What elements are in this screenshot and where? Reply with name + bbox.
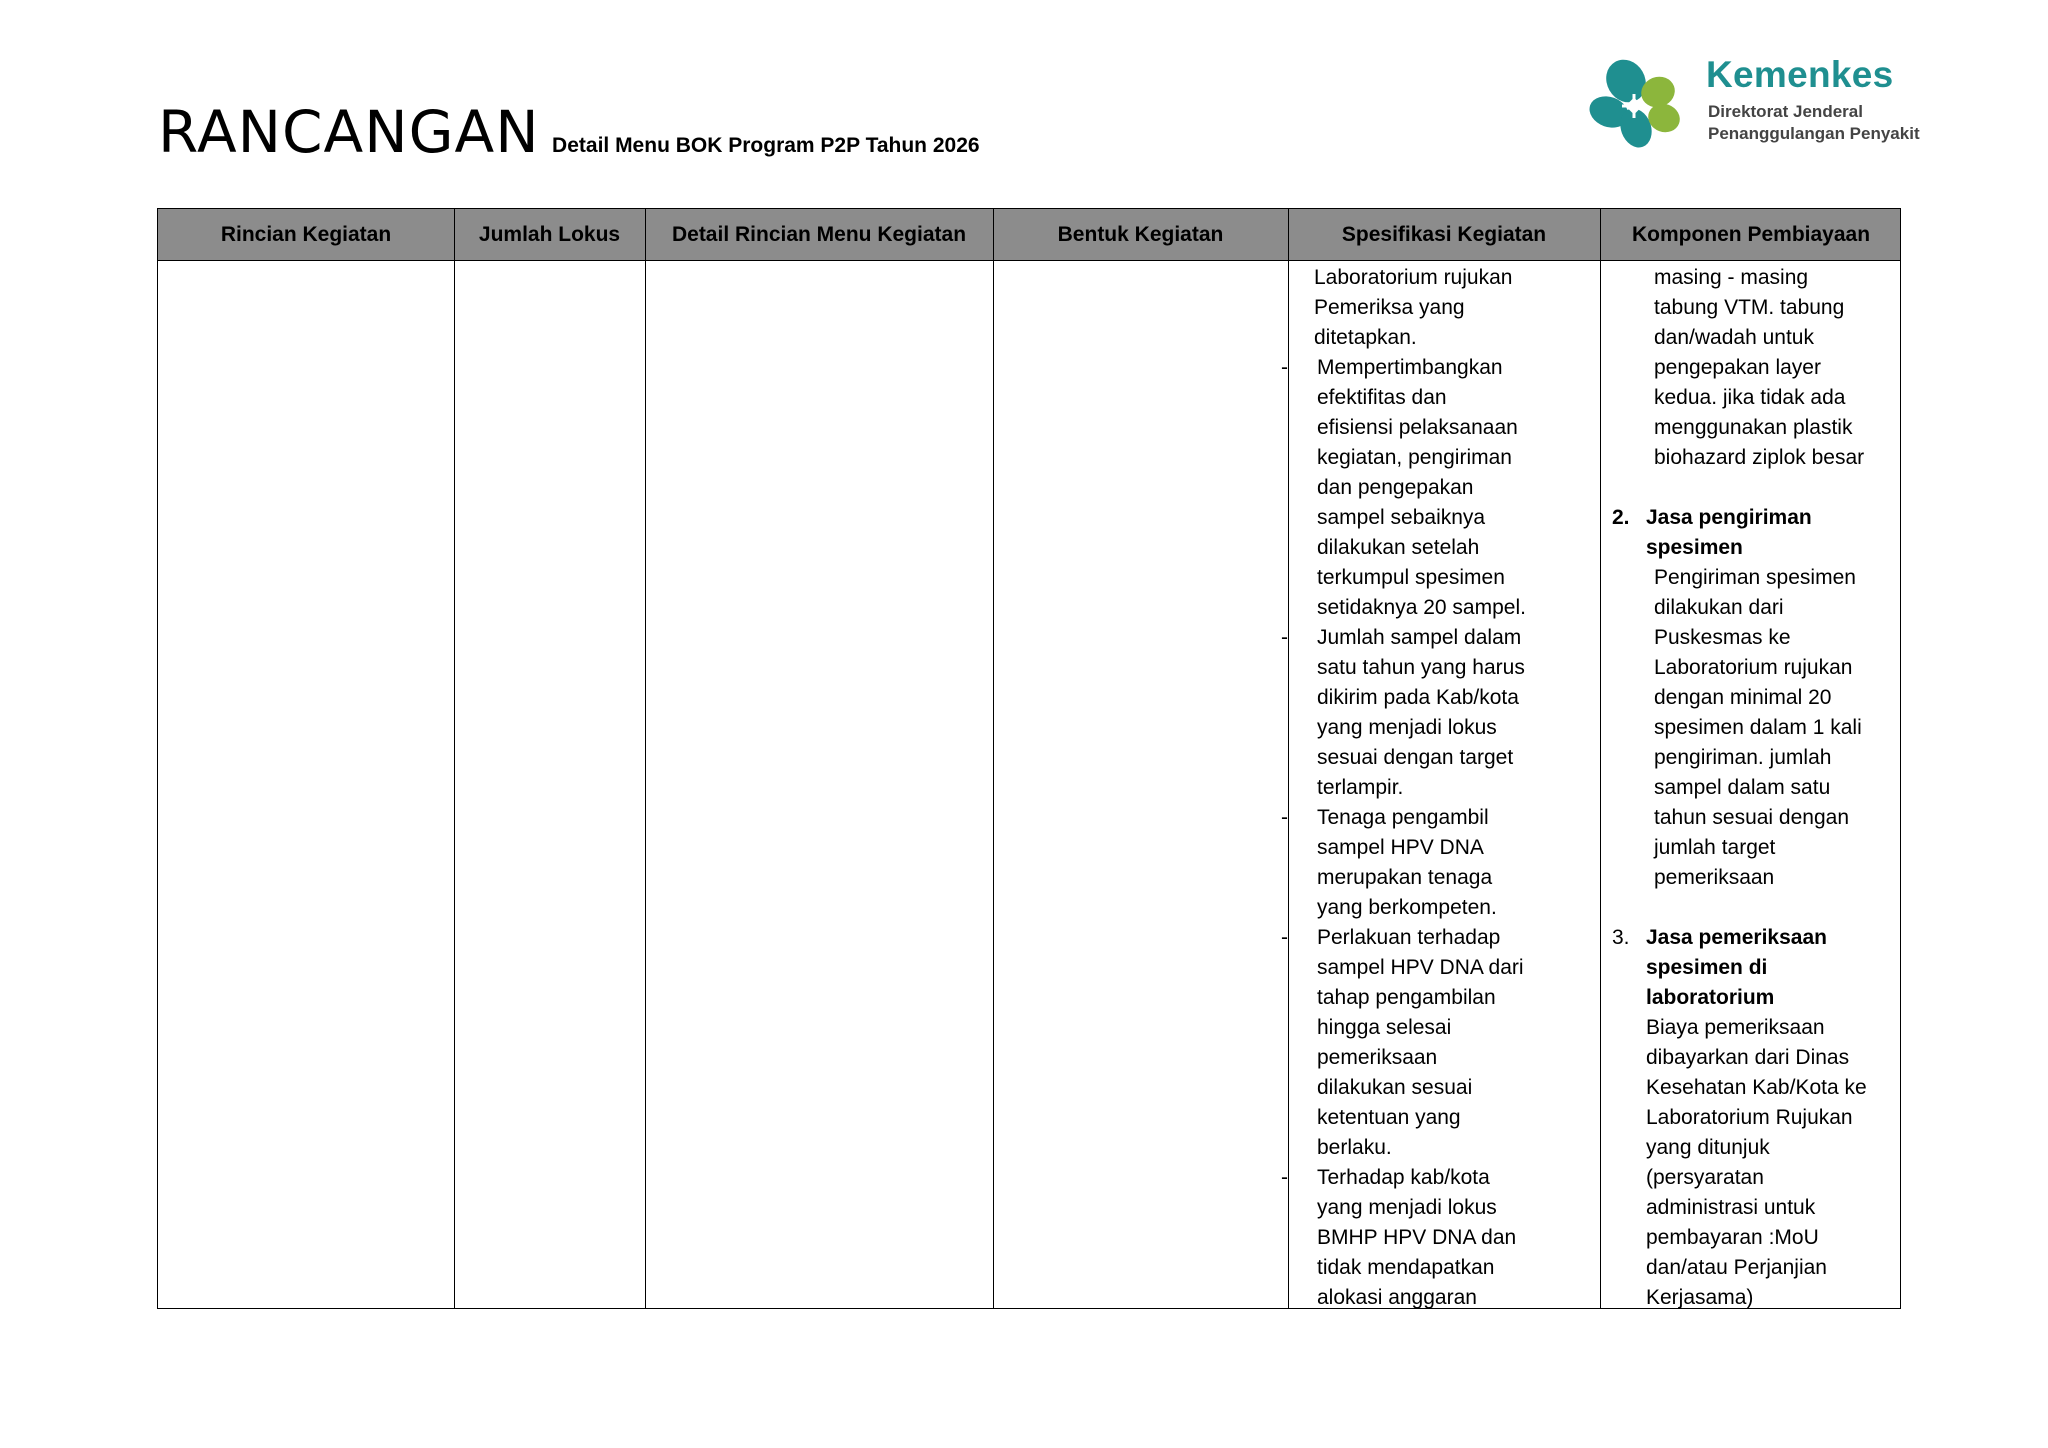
item-title-line: Jasa pemeriksaan (1646, 926, 1827, 949)
text-line: pemeriksaan (1654, 866, 1775, 889)
text-line: dikirim pada Kab/kota (1317, 686, 1519, 709)
bullet-dash: - (1281, 1166, 1288, 1189)
col-header-detail-rincian: Detail Rincian Menu Kegiatan (671, 223, 967, 246)
komponen-continuation (1592, 263, 1892, 473)
column-divider (993, 209, 994, 1308)
text-line: Laboratorium rujukan (1654, 656, 1853, 679)
col-header-rincian-kegiatan: Rincian Kegiatan (220, 223, 392, 246)
item-title-line: spesimen di (1646, 956, 1768, 979)
spacer (1592, 473, 1892, 503)
text-line: yang menjadi lokus (1317, 716, 1497, 739)
text-line: Kesehatan Kab/Kota ke (1646, 1076, 1867, 1099)
text-line: Kerjasama) (1646, 1286, 1754, 1309)
text-line: yang menjadi lokus (1317, 1196, 1497, 1219)
text-line: BMHP HPV DNA dan (1317, 1226, 1517, 1249)
text-line: sampel dalam satu (1654, 776, 1831, 799)
item-number: 2. (1612, 506, 1630, 529)
komponen-item-2-desc (1592, 563, 1892, 893)
komponen-cell (1592, 263, 1892, 1313)
logo-name: Kemenkes (1706, 54, 1894, 95)
text-line: yang ditunjuk (1646, 1136, 1770, 1159)
text-line: satu tahun yang harus (1317, 656, 1525, 679)
text-line: Terhadap kab/kota (1317, 1166, 1490, 1189)
text-line: tahap pengambilan (1317, 986, 1496, 1009)
text-line: merupakan tenaga (1317, 866, 1493, 889)
spec-bullet (1274, 803, 1584, 923)
text-line: Mempertimbangkan (1317, 356, 1503, 379)
text-line: spesimen dalam 1 kali (1654, 716, 1862, 739)
text-line: Jumlah sampel dalam (1317, 626, 1522, 649)
table-header-row (158, 209, 1900, 261)
spesifikasi-cell (1274, 263, 1584, 1313)
text-line: Tenaga pengambil (1317, 806, 1489, 829)
item-number: 3. (1612, 926, 1630, 949)
bullet-dash: - (1281, 356, 1288, 379)
text-line: kedua. jika tidak ada (1654, 386, 1846, 409)
page-title: RANCANGAN (158, 98, 540, 166)
text-line: dilakukan setelah (1317, 536, 1480, 559)
page-header (158, 92, 980, 172)
spec-continuation (1274, 263, 1584, 353)
bullet-dash: - (1281, 806, 1288, 829)
text-line: Laboratorium Rujukan (1646, 1106, 1853, 1129)
col-header-bentuk-kegiatan: Bentuk Kegiatan (1057, 223, 1224, 246)
text-line: dan/atau Perjanjian (1646, 1256, 1827, 1279)
text-line: ditetapkan. (1314, 326, 1417, 349)
item-title-line: Jasa pengiriman (1646, 506, 1812, 529)
text-line: tahun sesuai dengan (1654, 806, 1849, 829)
text-line: alokasi anggaran (1317, 1286, 1477, 1309)
col-header-komponen: Komponen Pembiayaan (1631, 223, 1871, 246)
spec-bullet (1274, 353, 1584, 623)
text-line: Biaya pemeriksaan (1646, 1016, 1825, 1039)
page-subtitle: Detail Menu BOK Program P2P Tahun 2026 (552, 134, 980, 157)
spec-bullet (1274, 1163, 1584, 1313)
logo-line-1: Direktorat Jenderal (1708, 102, 1863, 121)
text-line: dan/wadah untuk (1654, 326, 1814, 349)
text-line: pengiriman. jumlah (1654, 746, 1832, 769)
text-line: Pengiriman spesimen (1654, 566, 1856, 589)
column-divider (454, 209, 455, 1308)
text-line: Laboratorium rujukan (1314, 266, 1513, 289)
text-line: terlampir. (1317, 776, 1404, 799)
col-header-spesifikasi: Spesifikasi Kegiatan (1341, 223, 1547, 246)
text-line: pengepakan layer (1654, 356, 1821, 379)
spacer (1592, 893, 1892, 923)
text-line: Perlakuan terhadap (1317, 926, 1501, 949)
text-line: tidak mendapatkan (1317, 1256, 1495, 1279)
text-line: pemeriksaan (1317, 1046, 1438, 1069)
text-line: menggunakan plastik (1654, 416, 1853, 439)
spec-bullet (1274, 923, 1584, 1163)
item-title-line: laboratorium (1646, 986, 1775, 1009)
komponen-item-3-desc (1592, 1013, 1892, 1313)
text-line: dengan minimal 20 (1654, 686, 1832, 709)
text-line: Puskesmas ke (1654, 626, 1791, 649)
menu-table (157, 208, 1901, 1309)
column-divider (645, 209, 646, 1308)
spec-bullet (1274, 623, 1584, 803)
text-line: sampel HPV DNA dari (1317, 956, 1524, 979)
text-line: administrasi untuk (1646, 1196, 1816, 1219)
text-line: dilakukan dari (1654, 596, 1784, 619)
item-title-line: spesimen (1646, 536, 1743, 559)
kemenkes-logo-icon (1584, 56, 1684, 150)
col-header-jumlah-lokus: Jumlah Lokus (478, 223, 621, 246)
text-line: jumlah target (1654, 836, 1776, 859)
text-line: yang berkompeten. (1317, 896, 1497, 919)
logo-line-2: Penanggulangan Penyakit (1708, 124, 1920, 143)
text-line: pembayaran :MoU (1646, 1226, 1819, 1249)
text-line: Pemeriksa yang (1314, 296, 1465, 319)
text-line: dibayarkan dari Dinas (1646, 1046, 1850, 1069)
text-line: setidaknya 20 sampel. (1317, 596, 1526, 619)
bullet-dash: - (1281, 626, 1288, 649)
text-line: masing - masing (1654, 266, 1809, 289)
bullet-dash: - (1281, 926, 1288, 949)
komponen-item-3 (1592, 923, 1892, 1013)
text-line: biohazard ziplok besar (1654, 446, 1865, 469)
text-line: sesuai dengan target (1317, 746, 1514, 769)
text-line: kegiatan, pengiriman (1317, 446, 1512, 469)
text-line: dan pengepakan (1317, 476, 1474, 499)
text-line: ketentuan yang (1317, 1106, 1461, 1129)
text-line: (persyaratan (1646, 1166, 1764, 1189)
text-line: efisiensi pelaksanaan (1317, 416, 1518, 439)
text-line: hingga selesai (1317, 1016, 1452, 1039)
text-line: tabung VTM. tabung (1654, 296, 1845, 319)
text-line: efektifitas dan (1317, 386, 1447, 409)
text-line: dilakukan sesuai (1317, 1076, 1473, 1099)
text-line: berlaku. (1317, 1136, 1392, 1159)
komponen-item-2 (1592, 503, 1892, 563)
kemenkes-logo (1584, 52, 1944, 152)
text-line: sampel sebaiknya (1317, 506, 1486, 529)
text-line: sampel HPV DNA (1317, 836, 1484, 859)
text-line: terkumpul spesimen (1317, 566, 1505, 589)
